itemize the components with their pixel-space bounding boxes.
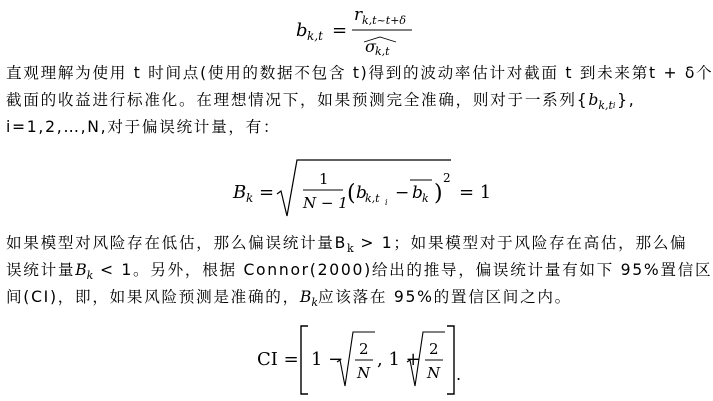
svg-text:, 1 +: , 1 +: [377, 349, 421, 370]
paragraph-2-line-2: 误统计量$B_k < 1$。另外，根据 Connor(2000)给出的推导，偏误统计量有如下 95%置信区: [6, 261, 713, 282]
paragraph-2-line-1: 如果模型对风险存在低估，那么偏误统计量$B_k > 1$；如果模型对于风险存在高估，那么偏: [6, 234, 688, 255]
formula-bias-statistic: [225, 156, 492, 226]
svg-text:−: −: [395, 183, 410, 203]
formula1-den-var: σ: [365, 37, 376, 56]
formula1-den-sub: k,t: [375, 45, 390, 58]
svg-text:N − 1: N − 1: [303, 194, 348, 212]
paragraph-1-line-1: 直观理解为使用 t 时间点(使用的数据不包含 t)得到的波动率估计对截面 t 到未来第t + δ个: [6, 64, 713, 82]
formula-standardized-return: [290, 0, 440, 56]
formula1-num-var: r: [354, 5, 363, 25]
paragraph-1-line-2: 截面的收益进行标准化。在理想情况下，如果预测完全准确，则对于一系列$\{b_{k,ti}\}$,: [6, 91, 636, 112]
svg-text:i: i: [385, 198, 388, 207]
svg-text:1: 1: [319, 170, 329, 188]
svg-text:=: =: [332, 20, 348, 41]
formula1-lhs-var: b: [296, 20, 308, 41]
svg-text:(: (: [347, 181, 356, 206]
svg-text:1 −: 1 −: [311, 349, 344, 370]
svg-text:k,t: k,t: [365, 192, 380, 205]
formula-confidence-interval: [255, 318, 465, 398]
svg-text:= 1: = 1: [459, 182, 492, 203]
svg-text:N: N: [427, 364, 441, 382]
svg-text:N: N: [357, 364, 371, 382]
svg-text:k: k: [422, 192, 429, 205]
formula1-num-sub: k,t~t+δ: [362, 14, 407, 27]
svg-text:=: =: [259, 182, 275, 203]
svg-text:2: 2: [429, 340, 439, 358]
paragraph-1-line-3: i=1,2,…,N,对于偏误统计量，有：: [6, 118, 281, 136]
svg-text:2: 2: [359, 340, 369, 358]
svg-text:2: 2: [443, 171, 451, 185]
svg-text:CI =: CI =: [257, 349, 299, 370]
svg-text:k: k: [246, 191, 254, 205]
svg-text:B: B: [233, 182, 247, 203]
svg-text:b: b: [356, 183, 367, 203]
formula1-lhs-sub: k,t: [307, 29, 323, 43]
svg-text:b: b: [412, 183, 423, 203]
svg-text:.: .: [456, 365, 462, 384]
paragraph-2-line-3: 间(CI)，即，如果风险预测是准确的，$B_k$应该落在 95%的置信区间之内。: [6, 288, 572, 309]
svg-text:): ): [434, 181, 443, 206]
